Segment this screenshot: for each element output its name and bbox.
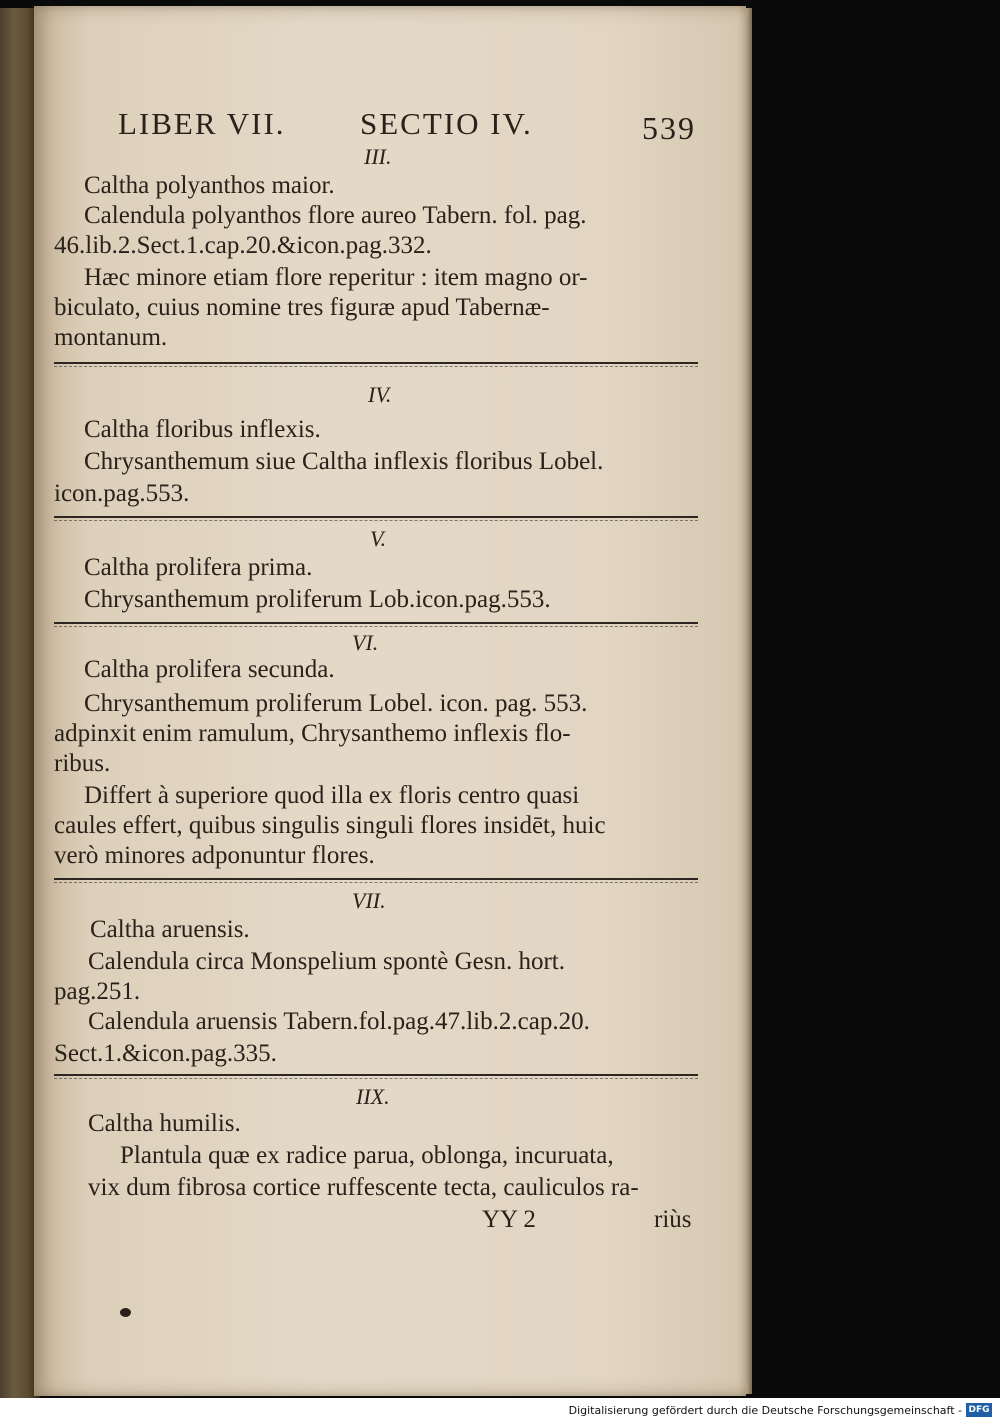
page-fore-edge <box>746 8 752 1394</box>
dfg-logo: DFG <box>966 1403 992 1417</box>
entry-line: Caltha prolifera prima. <box>84 554 313 581</box>
entry-line: Caltha polyanthos maior. <box>84 172 335 199</box>
section-divider <box>54 1074 698 1076</box>
entry-line: montanum. <box>54 324 168 351</box>
entry-line: Chrysanthemum siue Caltha inflexis floribus Lobel. <box>84 448 604 475</box>
entry-line: pag.251. <box>54 978 141 1005</box>
entry-line: Calendula polyanthos flore aureo Tabern. fol. pag. <box>84 202 587 229</box>
entry-line: ribus. <box>54 750 111 777</box>
entry-line: verò minores adponuntur flores. <box>54 842 375 869</box>
entry-line: biculato, cuius nomine tres figuræ apud Tabernæ- <box>54 294 550 321</box>
footer-credit: Digitalisierung gefördert durch die Deutsche Forschungsgemeinschaft - <box>568 1404 962 1417</box>
entry-line: 46.lib.2.Sect.1.cap.20.&icon.pag.332. <box>54 232 432 259</box>
section-divider <box>54 516 698 518</box>
entry-line: Calendula aruensis Tabern.fol.pag.47.lib.2.cap.20. <box>88 1008 590 1035</box>
entry-line: icon.pag.553. <box>54 480 190 507</box>
entry-line: Sect.1.&icon.pag.335. <box>54 1040 277 1067</box>
entry-line: Caltha floribus inflexis. <box>84 416 321 443</box>
entry-line: Hæc minore etiam flore reperitur : item magno or- <box>84 264 588 291</box>
ink-blot <box>120 1308 131 1317</box>
running-header-liber: LIBER VII. <box>118 106 286 141</box>
entry-numeral-iv: IV. <box>368 382 392 407</box>
entry-line: Calendula circa Monspelium spontè Gesn. hort. <box>88 948 565 975</box>
entry-numeral-v: V. <box>370 526 387 551</box>
signature-mark: YY 2 <box>482 1206 536 1233</box>
digitization-footer <box>0 1398 1000 1423</box>
entry-line: Caltha prolifera secunda. <box>84 656 335 683</box>
entry-line: Caltha aruensis. <box>90 916 250 943</box>
entry-line: vix dum fibrosa cortice ruffescente tecta, cauliculos ra- <box>88 1174 639 1201</box>
entry-numeral-iix: IIX. <box>356 1084 390 1109</box>
section-divider <box>54 622 698 624</box>
entry-line: Plantula quæ ex radice parua, oblonga, incuruata, <box>120 1142 614 1169</box>
entry-line: Differt à superiore quod illa ex floris centro quasi <box>84 782 580 809</box>
page-number: 539 <box>642 110 696 146</box>
entry-numeral-iii: III. <box>364 144 392 169</box>
section-divider <box>54 878 698 880</box>
entry-line: caules effert, quibus singulis singuli flores insidēt, huic <box>54 812 606 839</box>
entry-line: Chrysanthemum proliferum Lob.icon.pag.553. <box>84 586 551 613</box>
entry-line: Caltha humilis. <box>88 1110 241 1137</box>
entry-line: Chrysanthemum proliferum Lobel. icon. pag. 553. <box>84 690 588 717</box>
section-divider <box>54 362 698 364</box>
entry-numeral-vii: VII. <box>352 888 386 913</box>
catchword: riùs <box>654 1206 692 1233</box>
entry-line: adpinxit enim ramulum, Chrysanthemo inflexis flo- <box>54 720 571 747</box>
running-header-sectio: SECTIO IV. <box>360 106 533 141</box>
entry-numeral-vi: VI. <box>352 630 379 655</box>
